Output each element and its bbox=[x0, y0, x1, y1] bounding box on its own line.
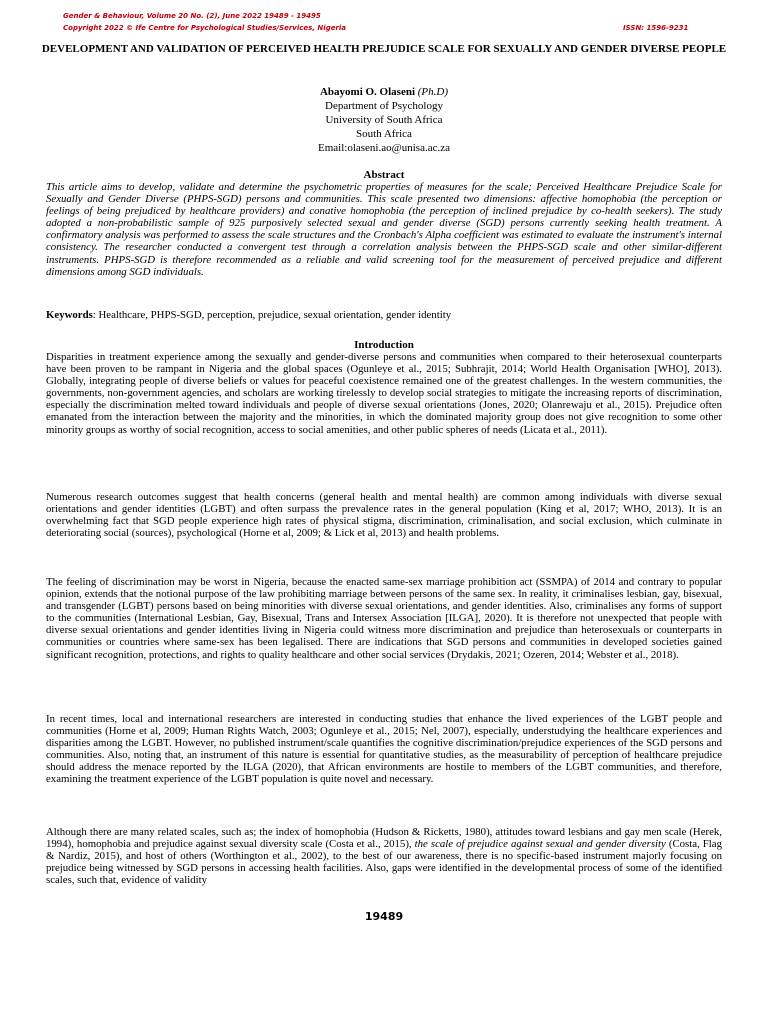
intro-paragraph-1: Disparities in treatment experience among the sexually and gender-diverse persons and communities when compared to their heterosexual counterparts have been proven to be rampant in Nigeria and the global spaces (Ogunleye et al., 2015; Subhrajit, 2014; World Health Organisation [WHO], 2013). Globally, integrating people of diverse beliefs or values for peaceful coexistence remained one of the greatest challenges. In the western communities, the governments, non-government agencies, and scholars are working tirelessly to develop social strategies to mitigate the increasing reports of discrimination, especially the discrimination melted toward individuals and people of diverse sexual orientations (Jones, 2020; Olanrewaju et al., 2015). Prejudice often emanated from the interaction between the majority and the minorities, in which the dominated majority group does not give recognition to some other minority groups as worthy of social recognition, access to social amenities, and other public spheres of needs (Licata et al., 2011). bbox=[46, 351, 722, 436]
author-email: Email:olaseni.ao@unisa.ac.za bbox=[318, 142, 450, 154]
intro-paragraph-5-part-a: Although there are many related scales, such as; the index of homophobia (Hudson & Ricketts, 1980), attitudes toward lesbians and gay men scale (Herek, 1994), homophobia and prejudice against sexual diversity scale (Costa et al., 2015), bbox=[46, 826, 722, 851]
issn-label: ISSN: 1596-9231 bbox=[623, 24, 689, 32]
copyright-line: Copyright 2022 © Ife Centre for Psychological Studies/Services, Nigeria bbox=[63, 24, 347, 32]
intro-paragraph-2: Numerous research outcomes suggest that health concerns (general health and mental health) are common among individuals with diverse sexual orientations and gender identities (LGBT) and often surpass the prevalence rates in the general population (King et al, 2017; WHO, 2013). It is an overwhelming fact that SGD people experience high rates of physical stigma, discrimination, criminalisation, and social exclusion, which culminate in deteriorating social (sources), psychological (Horne et al, 2009; & Lick et al, 2013) and health problems. bbox=[46, 491, 722, 540]
intro-paragraph-5 bbox=[46, 826, 722, 886]
introduction-heading: Introduction bbox=[354, 339, 414, 351]
author-university: University of South Africa bbox=[325, 114, 443, 126]
author-degree: (Ph.D) bbox=[417, 86, 449, 98]
intro-paragraph-5-part-c: (Costa, Flag & Nardiz, 2015), and host of others (Worthington et al., 2002), to the best of our awareness, there is no specific-based instrument majorly focusing on prejudice being witnessed by SGD persons in accessing health facilities. Also, gaps were identified in the developmental process of some of the identified scales, such that, evidence of validity bbox=[46, 838, 722, 887]
intro-paragraph-4: In recent times, local and international researchers are interested in conducting studies that enhance the lived experiences of the LGBT people and communities (Horne et al, 2009; Human Rights Watch, 2003; Ogunleye et al., 2015; Nel, 2007), especially, understudying the healthcare experiences and disparities among the LGBT. However, no published instrument/scale quantifies the cognitive discrimination/prejudice experiences of the SGD persons and communities. Also, noting that, an instrument of this nature is essential for quantitative studies, as the measurability of perception of healthcare prejudice should address the menace reported by the ILGA (2020), that African environments are hostile to members of the LGBT communities, and therefore, examining the treatment experience of the LGBT population is quite novel and necessary. bbox=[46, 713, 722, 786]
keywords-label: Keywords bbox=[46, 309, 93, 321]
author-line bbox=[40, 85, 728, 99]
intro-paragraph-5-italic: the scale of prejudice against sexual and gender diversity bbox=[414, 838, 666, 851]
intro-paragraph-3: The feeling of discrimination may be worst in Nigeria, because the enacted same-sex marriage prohibition act (SSMPA) of 2014 and contrary to popular opinion, extends that the notional purpose of the law prohibiting marriage between persons of the same sex. In reality, it criminalises lesbian, gay, bisexual, and transgender (LGBT) persons based on being minorities with diverse sexual orientations, and gender identities. Also, criminalises any forms of support to the communities (International Lesbian, Gay, Bisexual, Trans and Intersex Association [ILGA], 2020). It is therefore not unexpected that people with diverse sexual orientations and gender identities living in Nigeria could witness more discrimination and prejudice than heterosexuals or counterparts in communities or countries where same-sex has been legalised. There are indications that SGD persons and communities in developed societies gained significant recognition, protections, and rights to quality healthcare and other social services (Drydakis, 2021; Ozeren, 2014; Webster et al., 2018). bbox=[46, 576, 722, 661]
journal-header-line: Gender & Behaviour, Volume 20 No. (2), June 2022 19489 - 19495 bbox=[63, 12, 321, 20]
keywords-text: : Healthcare, PHPS-SGD, perception, prejudice, sexual orientation, gender identity bbox=[92, 309, 452, 321]
abstract-text: This article aims to develop, validate and determine the psychometric properties of measures for the scale; Perceived Healthcare Prejudice Scale for Sexually and Gender Diverse (PHPS-SGD) persons and communities. This scale presented two dimensions: affective homophobia (the perception or feelings of being prejudiced by healthcare providers) and conative homophobia (the perception of inclined prejudice by co-health seekers). The study adopted a non-probabilistic sample of 925 purposively selected sexual and gender diverse (SGD) persons currently seeking health treatment. A confirmatory analysis was performed to assess the scale structures and the Cronbach's Alpha coefficient was estimated to evaluate the instrument's internal consistency. The researcher conducted a convergent test through a correlation analysis between the PHPS-SGD scale and other similar-different instruments. PHPS-SGD is therefore recommended as a reliable and valid screening tool for the measurement of perceived prejudice and different dimensions among SGD individuals. bbox=[46, 181, 722, 278]
author-name: Abayomi O. Olaseni bbox=[319, 86, 416, 98]
page-number: 19489 bbox=[364, 910, 404, 923]
author-country: South Africa bbox=[356, 128, 412, 140]
author-department: Department of Psychology bbox=[325, 100, 443, 112]
keywords-line bbox=[46, 309, 722, 321]
author-block bbox=[40, 85, 728, 155]
abstract-heading: Abstract bbox=[363, 169, 405, 181]
paper-title: DEVELOPMENT AND VALIDATION OF PERCEIVED HEALTH PREJUDICE SCALE FOR SEXUALLY AND GENDER DIVERSE PEOPLE bbox=[41, 43, 727, 55]
